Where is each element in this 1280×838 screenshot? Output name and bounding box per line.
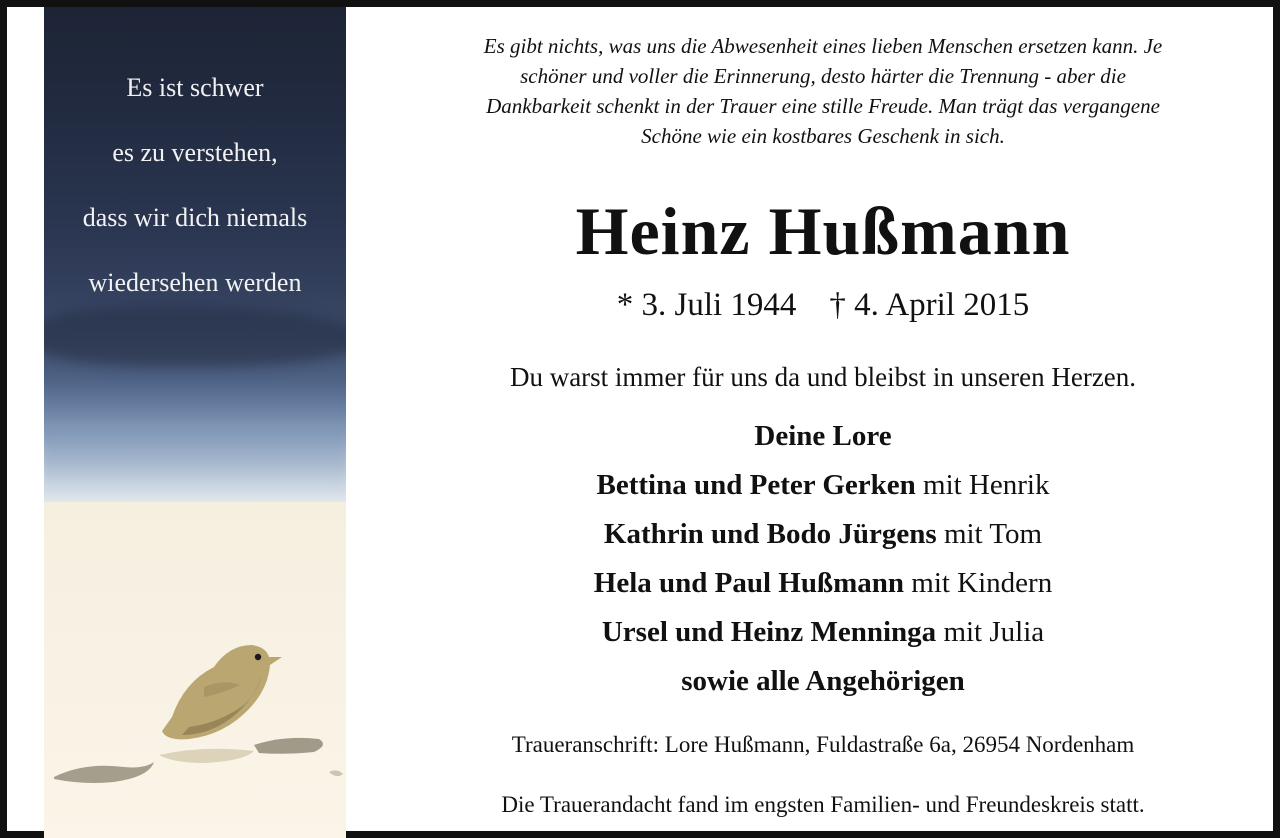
poem-line: Es ist schwer bbox=[126, 73, 264, 102]
family-extra: mit Julia bbox=[936, 616, 1045, 648]
poem-line: es zu verstehen, bbox=[112, 138, 278, 167]
quote-line: Dankbarkeit schenkt in der Trauer eine stille Freude. Man trägt das vergangene bbox=[486, 94, 1160, 118]
poem-line: dass wir dich niemals bbox=[82, 203, 308, 232]
family-member: Ursel und Heinz Menninga bbox=[601, 616, 937, 648]
family-member: Hela und Paul Hußmann bbox=[593, 567, 905, 599]
quote-line: Schöne wie ein kostbares Geschenk in sich. bbox=[641, 124, 1005, 148]
quote-line: schöner und voller die Erinnerung, desto härter die Trennung - aber die bbox=[520, 64, 1126, 88]
poem-line: wiedersehen werden bbox=[88, 268, 302, 297]
family-row bbox=[367, 657, 1279, 706]
memorial-quote bbox=[387, 31, 1259, 151]
horizon-wash bbox=[44, 427, 346, 497]
family-member: Deine Lore bbox=[754, 420, 892, 452]
family-member: sowie alle Angehörigen bbox=[681, 665, 965, 697]
watercolor-panel bbox=[44, 7, 346, 838]
family-extra: mit Kindern bbox=[904, 567, 1053, 599]
family-member: Kathrin und Bodo Jürgens bbox=[603, 518, 937, 550]
family-row bbox=[367, 510, 1279, 559]
life-dates bbox=[367, 283, 1279, 327]
family-row bbox=[367, 461, 1279, 510]
family-member: Bettina und Peter Gerken bbox=[596, 469, 916, 501]
family-extra: mit Henrik bbox=[915, 469, 1050, 501]
poem bbox=[44, 55, 346, 315]
family-row bbox=[367, 412, 1279, 461]
quote-line: Es gibt nichts, was uns die Abwesenheit eines lieben Menschen ersetzen kann. Je bbox=[483, 34, 1163, 58]
birth-date: * 3. Juli 1944 bbox=[616, 287, 797, 323]
mourning-address: Traueranschrift: Lore Hußmann, Fuldastraße 6a, 26954 Nordenham bbox=[511, 732, 1135, 757]
family-extra: mit Tom bbox=[936, 518, 1043, 550]
sky-wash bbox=[44, 307, 346, 367]
family-row bbox=[367, 559, 1279, 608]
deceased-name: Heinz Hußmann bbox=[575, 193, 1071, 269]
death-date: † 4. April 2015 bbox=[829, 287, 1030, 323]
family-row bbox=[367, 608, 1279, 657]
ceremony-note: Die Trauerandacht fand im engsten Familien- und Freundeskreis statt. bbox=[501, 792, 1145, 817]
tagline: Du warst immer für uns da und bleibst in unseren Herzen. bbox=[509, 362, 1137, 392]
family-list bbox=[367, 412, 1279, 706]
bird-illustration-icon bbox=[54, 627, 344, 797]
